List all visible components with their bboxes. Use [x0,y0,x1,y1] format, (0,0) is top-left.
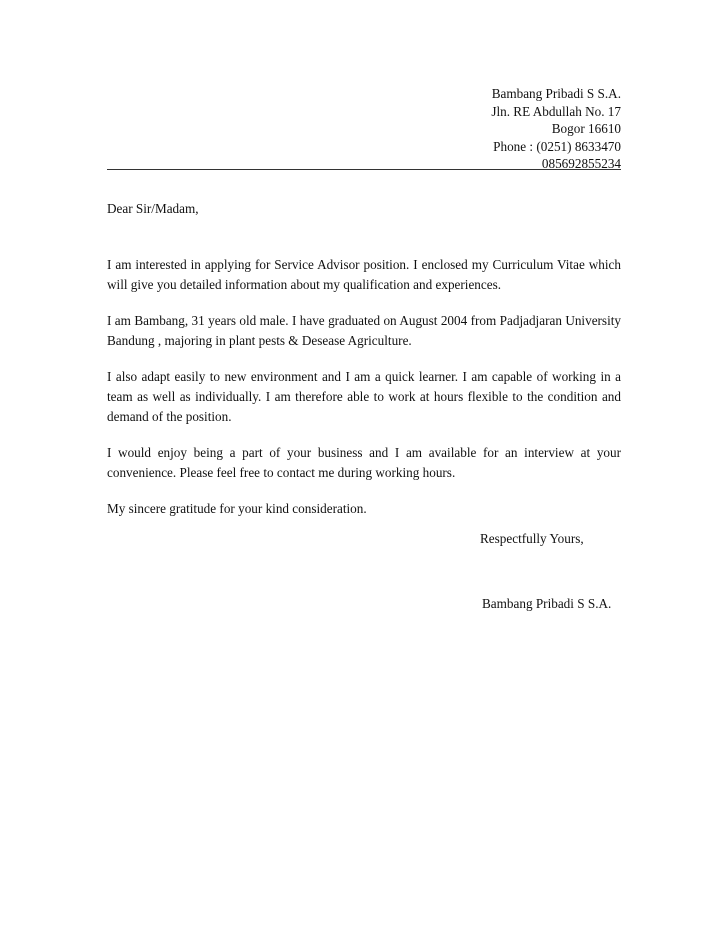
sender-mobile: 085692855234 [541,156,621,171]
sender-address: Jln. RE Abdullah No. 17 [491,103,621,119]
closing: Respectfully Yours, [480,531,584,546]
sender-name: Bambang Pribadi S S.A. [491,86,621,101]
paragraph-skills: I also adapt easily to new environment and I am a quick learner. I am capable of working in a team as well as individually. I am therefore able to work at hours flexible to the condition and demand of the position. [107,369,621,424]
signature-name: Bambang Pribadi S S.A. [482,596,612,611]
letter-body [107,199,621,519]
header-divider [107,169,621,170]
sender-block [491,85,621,173]
sender-city: Bogor 16610 [551,121,621,136]
paragraph-background: I am Bambang, 31 years old male. I have graduated on August 2004 from Padjadjaran University Bandung , majoring in plant pests & Desease Agriculture. [107,313,621,348]
salutation: Dear Sir/Madam, [107,201,199,216]
paragraph-intro: I am interested in applying for Service Advisor position. I enclosed my Curriculum Vitae which will give you detailed information about my qualification and experiences. [107,257,621,292]
paragraph-gratitude: My sincere gratitude for your kind consideration. [107,501,367,516]
paragraph-interview: I would enjoy being a part of your business and I am available for an interview at your convenience. Please feel free to contact me during working hours. [107,445,621,480]
sender-phone: Phone : (0251) 8633470 [493,138,621,154]
